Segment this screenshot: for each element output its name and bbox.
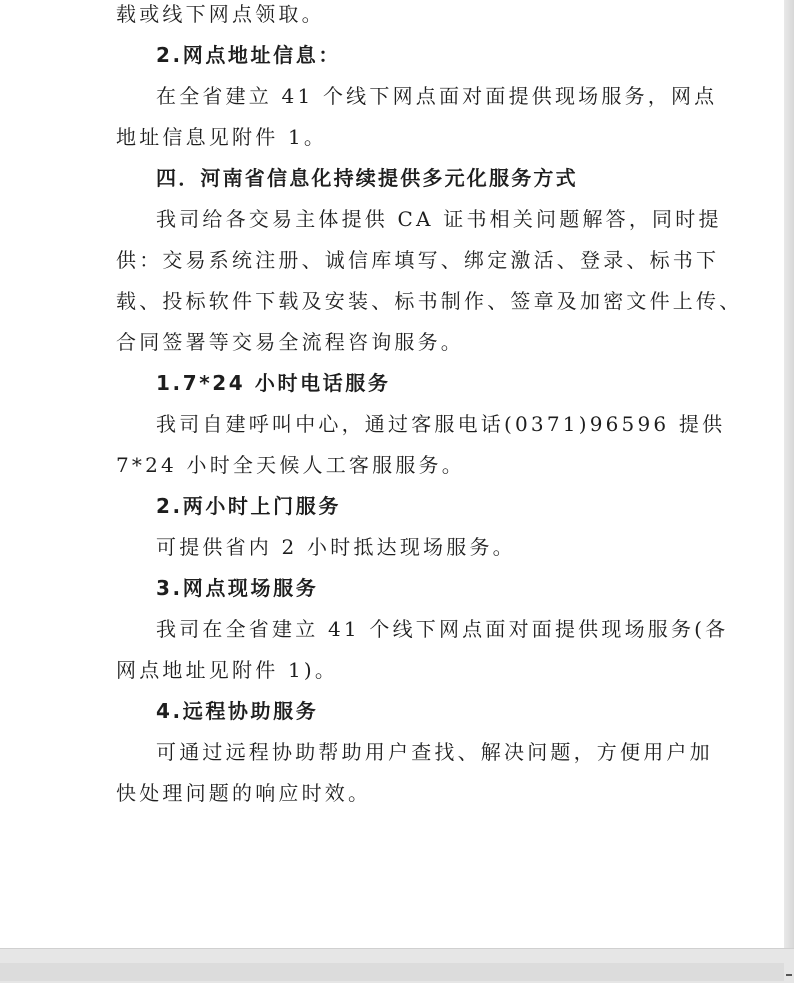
- paragraph-line: 快处理问题的响应时效。: [116, 781, 372, 805]
- paragraph-line: 载、投标软件下载及安装、标书制作、签章及加密文件上传、: [116, 289, 743, 313]
- subheading-onsite-service: 2.两小时上门服务: [156, 494, 341, 518]
- paragraph-line: 载或线下网点领取。: [116, 2, 325, 26]
- section-heading-4: 四．河南省信息化持续提供多元化服务方式: [156, 166, 578, 190]
- subheading-address-info: 2.网点地址信息：: [156, 43, 341, 67]
- scroll-track[interactable]: [0, 963, 784, 981]
- paragraph-line: 在全省建立 41 个线下网点面对面提供现场服务，网点: [156, 84, 718, 108]
- paragraph-line: 合同签署等交易全流程咨询服务。: [116, 330, 464, 354]
- paragraph-line: 可提供省内 2 小时抵达现场服务。: [156, 535, 516, 559]
- subheading-remote-service: 4.远程协助服务: [156, 699, 319, 723]
- subheading-phone-service: 1.7*24 小时电话服务: [156, 371, 391, 395]
- paragraph-line: 地址信息见附件 1。: [116, 125, 328, 149]
- paragraph-line: 我司给各交易主体提供 CA 证书相关问题解答，同时提: [156, 207, 722, 231]
- viewer-bottom-bar: [0, 948, 794, 983]
- paragraph-line: 我司在全省建立 41 个线下网点面对面提供现场服务(各: [156, 617, 729, 641]
- corner-mark: [786, 974, 792, 976]
- paragraph-line: 可通过远程协助帮助用户查找、解决问题，方便用户加: [156, 740, 713, 764]
- subheading-branch-service: 3.网点现场服务: [156, 576, 319, 600]
- paragraph-line: 网点地址见附件 1)。: [116, 658, 339, 682]
- paragraph-line: 供：交易系统注册、诚信库填写、绑定激活、登录、标书下: [116, 248, 720, 272]
- paragraph-line: 我司自建呼叫中心，通过客服电话(0371)96596 提供: [156, 412, 726, 436]
- document-body: [116, 0, 743, 814]
- page-edge-shadow: [784, 0, 794, 982]
- paragraph-line: 7*24 小时全天候人工客服服务。: [116, 453, 465, 477]
